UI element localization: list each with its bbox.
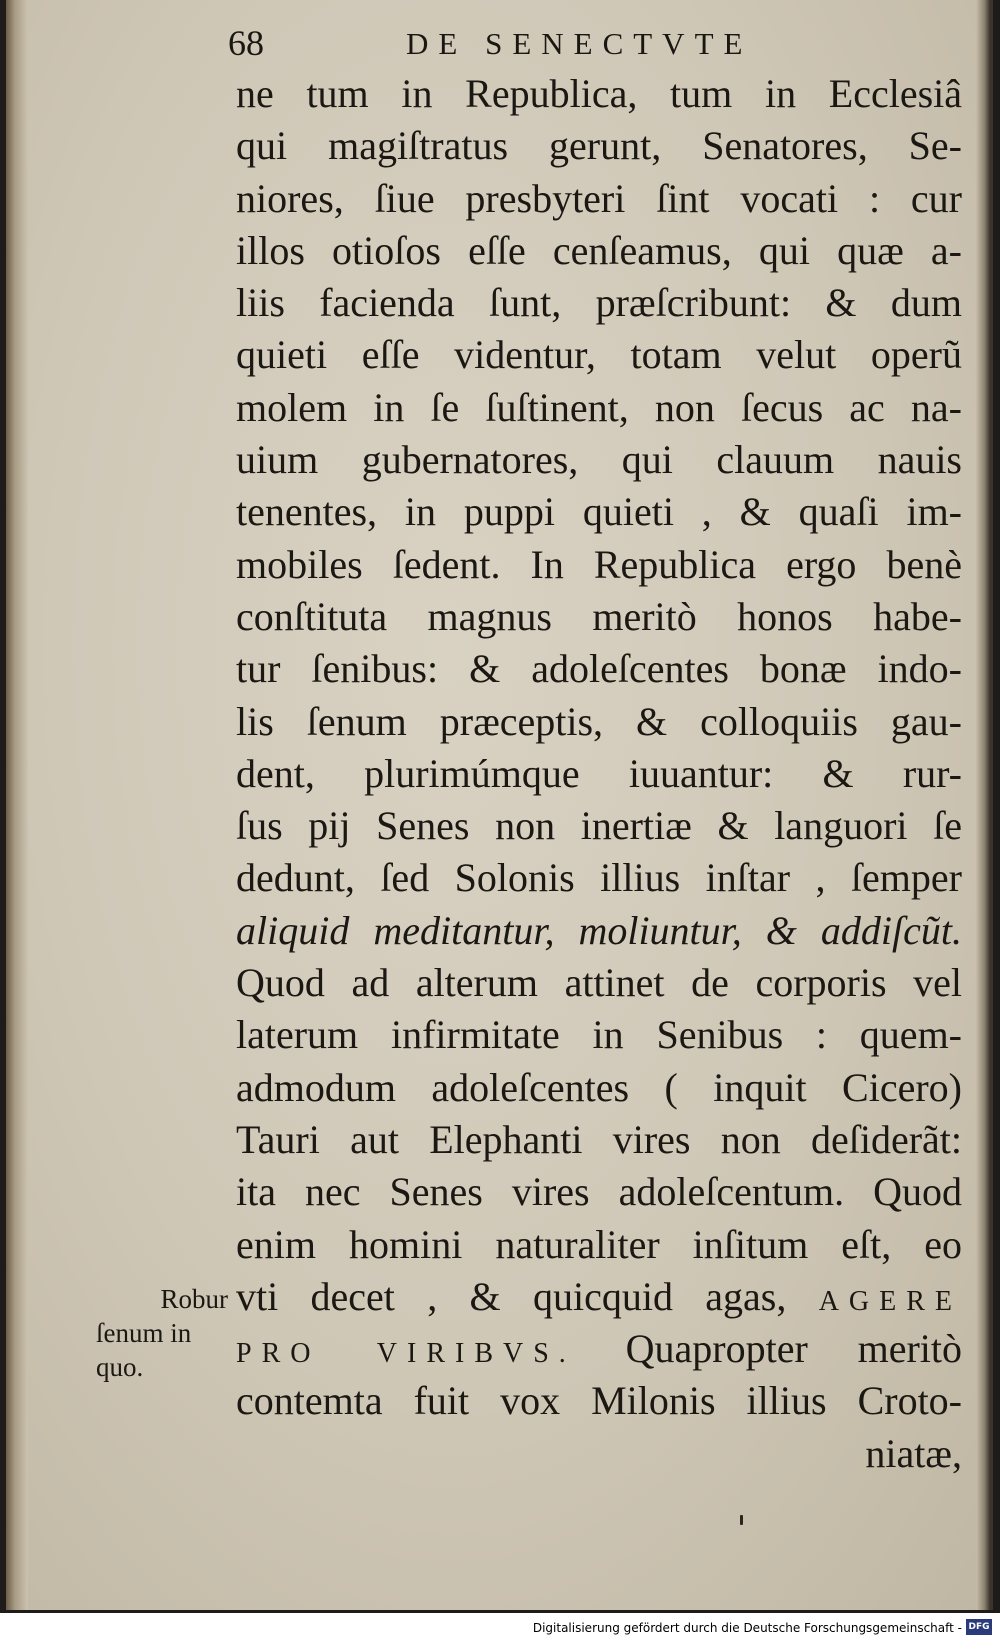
text-line: ſus pij Senes non inertiæ & languori ſe (236, 803, 962, 849)
dfg-logo: DFG (966, 1619, 992, 1635)
text-line: admodum adoleſcentes ( inquit Cicero) (236, 1064, 962, 1110)
text-line-pro-viribus (236, 1323, 962, 1375)
marginal-line: quo. (96, 1352, 144, 1382)
italic-text-line: aliquid meditantur, moliuntur, & addiſcũt. (236, 907, 962, 953)
page-number: 68 (228, 23, 264, 63)
text-fragment: Quapropter meritò (625, 1326, 963, 1372)
text-line: qui magiſtratus gerunt, Senatores, Se- (236, 123, 962, 169)
page-fore-edge (976, 0, 990, 1610)
text-line: uium gubernatores, qui clauum nauis (236, 437, 962, 483)
catchword: niatæ, (865, 1430, 962, 1476)
text-line: ita nec Senes vires adoleſcentum. Quod (236, 1169, 962, 1215)
footer-bar (0, 1613, 1000, 1645)
text-line: quieti eſſe videntur, totam velut operũ (236, 332, 962, 378)
text-line: Quod ad alterum attinet de corporis vel (236, 960, 962, 1006)
text-fragment: vti decet , & quicquid agas, (236, 1273, 787, 1319)
page-gutter-edge (6, 0, 28, 1610)
ink-speck (740, 1515, 743, 1525)
text-line: dent, plurimúmque iuuantur: & rur- (236, 750, 962, 796)
marginal-line: Robur (160, 1284, 228, 1314)
text-line: liis facienda ſunt, præſcribunt: & dum (236, 280, 962, 326)
text-line: Tauri aut Elephanti vires non deſiderãt: (236, 1116, 962, 1162)
text-line: contemta fuit vox Milonis illius Croto- (236, 1378, 962, 1424)
text-line: lis ſenum præceptis, & colloquiis gau- (236, 698, 962, 744)
text-line: molem in ſe ſuſtinent, non ſecus ac na- (236, 384, 962, 430)
text-line: conſtituta magnus meritò honos habe- (236, 593, 962, 639)
text-line: tenentes, in puppi quieti , & quaſi im- (236, 489, 962, 535)
text-line: dedunt, ſed Solonis illius inſtar , ſemper (236, 855, 962, 901)
text-line: ne tum in Republica, tum in Ecclesiâ (236, 71, 962, 116)
running-title: DE SENECTVTE (406, 26, 753, 61)
text-line: mobiles ſedent. In Republica ergo benè (236, 541, 962, 587)
small-caps-fragment: AGERE (818, 1285, 963, 1317)
text-line-agere (236, 1271, 962, 1323)
marginal-line: ſenum in (96, 1318, 192, 1348)
small-caps-fragment: PRO VIRIBVS. (236, 1338, 576, 1370)
page-header (228, 22, 808, 66)
marginal-note (96, 1282, 228, 1384)
text-line: illos otioſos eſſe cenſeamus, qui quæ a- (236, 227, 962, 273)
text-line: tur ſenibus: & adoleſcentes bonæ indo- (236, 646, 962, 692)
text-line: enim homini naturaliter inſitum eſt, eo (236, 1221, 962, 1267)
text-line: laterum infirmitate in Senibus : quem- (236, 1012, 962, 1058)
text-line: niores, ſiue presbyteri ſint vocati : cur (236, 175, 962, 221)
body-text (236, 68, 962, 1480)
footer-credit: Digitalisierung gefördert durch die Deutsche Forschungsgemeinschaft - (532, 1621, 962, 1635)
